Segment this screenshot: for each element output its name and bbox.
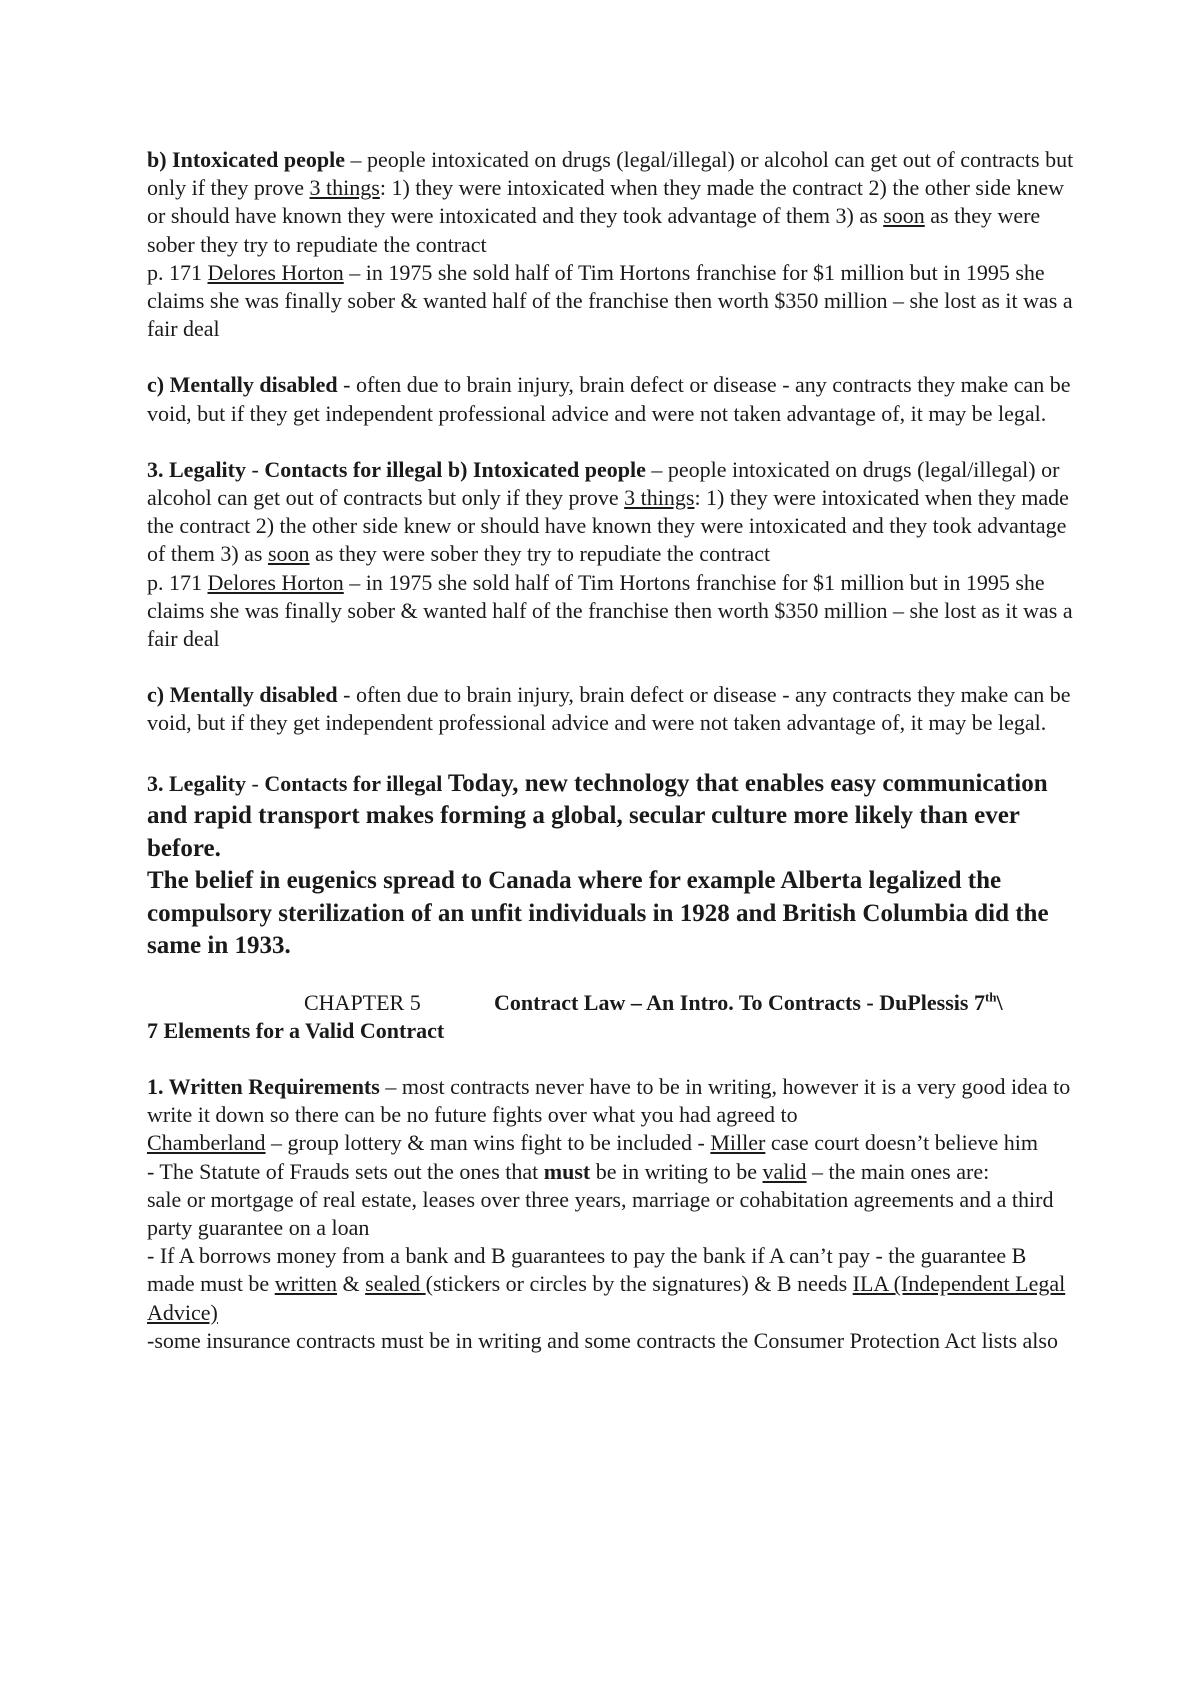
legality-paragraph: 3. Legality - Contacts for illegal b) Intoxicated people – people intoxicated on drugs (legal/illegal) or alcohol can get out of contracts but only if they prove 3 things: 1) they were intoxicated when they made the contract 2) the other side knew or should have known they were intoxicated and they took advantage of them 3) as soon as they were sober they try to repudiate the contract (147, 456, 1069, 567)
mentally-disabled-heading: c) Mentally disabled (147, 372, 338, 398)
eugenics-paragraph: The belief in eugenics spread to Canada where for example Alberta legalized the compulsory sterilization of an unfit individuals in 1928 and British Columbia did the same in 1933. (147, 867, 1049, 960)
legality-heading: 3. Legality (147, 456, 246, 482)
case-name: Miller (710, 1130, 766, 1156)
chapter-title: Contract Law – An Intro. To Contracts - DuPlessis 7th\ (494, 989, 1003, 1015)
guarantee-paragraph: - If A borrows money from a bank and B guarantees to pay the bank if A can’t pay - the guarantee B made must be written & sealed (stickers or circles by the signatures) & B needs ILA (Independent Legal Advice) (147, 1243, 1066, 1325)
mentally-disabled-paragraph: c) Mentally disabled - often due to brain injury, brain defect or disease - any contracts they make can be void, but if they get independent professional advice and were not taken advantage of, it may be legal. (147, 372, 1071, 426)
chapter-heading (147, 989, 1077, 1017)
chapter-label: CHAPTER 5 (304, 989, 421, 1015)
intoxicated-heading: b) Intoxicated people (147, 147, 345, 172)
mentally-disabled-heading: c) Mentally disabled (147, 682, 338, 708)
statute-of-frauds-paragraph: - The Statute of Frauds sets out the ones that must be in writing to be valid – the main ones are: (147, 1158, 990, 1184)
written-requirements-heading: 1. Written Requirements (147, 1074, 380, 1100)
chapter-subtitle: 7 Elements for a Valid Contract (147, 1017, 445, 1043)
insurance-paragraph: -some insurance contracts must be in writing and some contracts the Consumer Protection Act lists also (147, 1327, 1058, 1353)
legality-heading: 3. Legality (147, 770, 246, 796)
case-name: Delores Horton (207, 259, 344, 285)
cases-paragraph: Chamberland – group lottery & man wins fight to be included - Miller case court doesn’t believe him (147, 1130, 1039, 1156)
case-horton-paragraph-2: p. 171 Delores Horton – in 1975 she sold half of Tim Hortons franchise for $1 million but in 1995 she claims she was finally sober & wanted half of the franchise then worth $350 million – she lost as it was a fair deal (147, 569, 1073, 652)
document-page (147, 146, 1077, 1355)
writing-list-paragraph: sale or mortgage of real estate, leases over three years, marriage or cohabitation agreements and a third party guarantee on a loan (147, 1186, 1054, 1241)
legality-today-paragraph: 3. Legality - Contacts for illegal Today, new technology that enables easy communication and rapid transport makes forming a global, secular culture more likely than ever before. (147, 769, 1048, 862)
case-name: Chamberland (147, 1130, 266, 1156)
written-requirements-paragraph: 1. Written Requirements – most contracts never have to be in writing, however it is a very good idea to write it down so there can be no future fights over what you had agreed to (147, 1074, 1071, 1128)
case-horton-paragraph: p. 171 Delores Horton – in 1975 she sold half of Tim Hortons franchise for $1 million but in 1995 she claims she was finally sober & wanted half of the franchise then worth $350 million – she lost as it was a fair deal (147, 259, 1073, 342)
case-name: Delores Horton (207, 569, 344, 595)
mentally-disabled-paragraph-2: c) Mentally disabled - often due to brain injury, brain defect or disease - any contracts they make can be void, but if they get independent professional advice and were not taken advantage of, it may be legal. (147, 682, 1071, 736)
intoxicated-paragraph: b) Intoxicated people – people intoxicated on drugs (legal/illegal) or alcohol can get out of contracts but only if they prove 3 things: 1) they were intoxicated when they made the contract 2) the other side knew or should have known they were intoxicated and they took advantage of them 3) as soon as they were sober they try to repudiate the contract (147, 147, 1074, 257)
